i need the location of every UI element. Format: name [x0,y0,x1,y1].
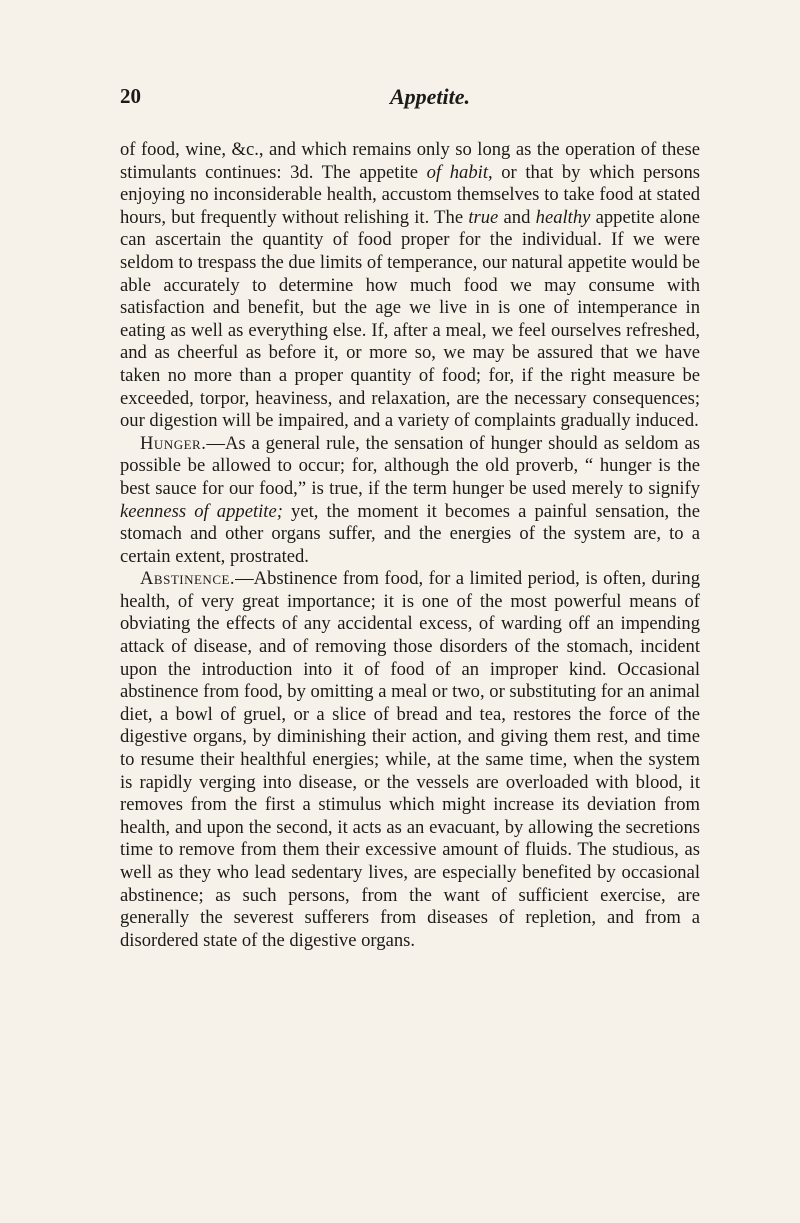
body-text [120,139,700,952]
italic-text: true [468,206,499,228]
paragraph-abstinence [120,568,700,952]
text-run: , or that by which persons enjoying no inconsiderable health, accustom themselves to take food at stated hours, but frequently without relishing it. The [120,161,700,228]
text-run: yet, the moment it becomes a painful sensation, the stomach and other organs suffer, and the energies of the system are, to a certain extent, prostrated. [120,500,700,567]
italic-text: healthy [535,206,591,228]
running-title: Appetite. [389,84,471,109]
text-run: —As a general rule, the sensation of hunger should as seldom as possible be allowed to occur; for, although the old proverb, “ hunger is the best sauce for our food,” is true, if the term hunger be used merely to signify [120,432,700,499]
section-heading-abstinence: Abstinence. [140,568,236,590]
section-heading-hunger: Hunger. [140,432,207,454]
paragraph-hunger [120,433,700,569]
paragraph-appetite-continued [120,139,700,433]
text-run: of food, wine, &c., and which remains only so long as the operation of these stimulants continues: 3d. The appetite [120,139,700,183]
page-number: 20 [120,84,141,108]
italic-text: keenness of appetite; [120,500,283,522]
italic-text: of habit [426,161,488,183]
text-run: and [498,206,536,228]
text-run: appetite alone can ascertain the quantity of food proper for the individual. If we were seldom to trespass the due limits of temperance, our natural appetite would be able accurately to determine how much food we may consume with satisfaction and benefit, but the age we live in is one of intemperance in eating as well as everything else. If, after a meal, we feel ourselves refreshed, and as cheerful as before it, or more so, we may be assured that we have taken no more than a proper quantity of food; for, if the right measure be exceeded, torpor, heaviness, and relaxation, are the necessary consequences; our digestion will be impaired, and a variety of complaints gradually induced. [120,206,700,432]
page-header [120,84,700,114]
text-run: —Abstinence from food, for a limited period, is often, during health, of very great importance; it is one of the most powerful means of obviating the effects of any accidental excess, of warding off an impending attack of disease, and of removing those disorders of the stomach, incident upon the introduction into it of food of an improper kind. Occasional abstinence from food, by omitting a meal or two, or substituting for an animal diet, a bowl of gruel, or a slice of bread and tea, restores the force of the digestive organs, by diminishing their action, and giving them rest, and time to resume their healthful energies; while, at the same time, when the system is rapidly verging into disease, or the vessels are overloaded with blood, it removes from the first a stimulus which might increase its deviation from health, and upon the second, it acts as an evacuant, by allowing the secretions time to remove from them their excessive amount of fluids. The studious, as well as they who lead sedentary lives, are especially benefited by occasional abstinence; as such persons, from the want of sufficient exercise, are generally the severest sufferers from diseases of repletion, and from a disordered state of the digestive organs. [120,568,700,951]
